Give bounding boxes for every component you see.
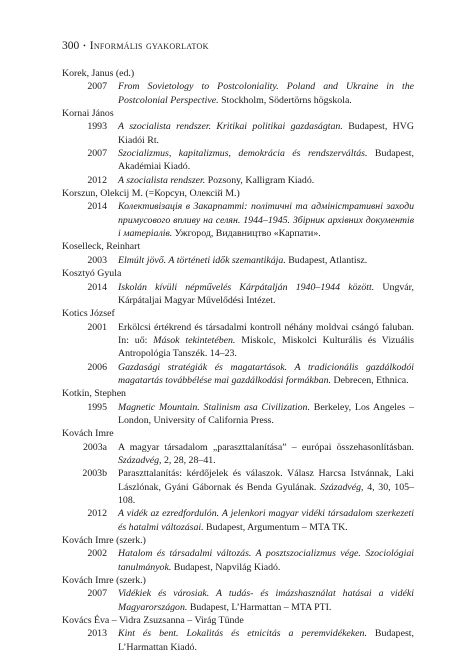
work-citation [118,200,414,240]
citation-title-text: Elmúlt jövő. A történeti idők szemantikája. [118,254,286,266]
bibliography-entry [62,307,414,387]
work-year: 2012 [87,508,107,520]
citation-text: Ужгород, Видавництво «Карпати». [172,228,321,240]
work-item [62,80,414,107]
work-item [62,401,414,428]
entry-author: Kosztyó Gyula [62,268,122,280]
work-year: 2003 [87,254,107,266]
citation-text: Budapest, HVG Kiadói Rt. [118,121,414,146]
citation-text: Budapest, Napvilág Kiadó. [171,561,281,573]
bibliography-entry [62,107,414,187]
bibliography-entry [62,387,414,427]
entry-author: Kornai János [62,108,114,120]
citation-text: Budapest, Akadémiai Kiadó. [118,148,414,173]
work-year: 2012 [87,174,107,186]
work-item [62,174,414,187]
work-citation [118,174,414,187]
work-year: 2003a [82,441,107,453]
citation-text: A magyar társadalom „paraszttalanítása” – európai összehasonlításban. [118,441,414,453]
citation-text: Budapest, L’Harmattan – MTA PTI. [187,601,332,613]
work-year: 2013 [87,628,107,640]
entry-author: Korek, Janus (ed.) [62,68,135,79]
citation-text: Budapest, Atlantisz. [285,254,368,266]
citation-title-text: Mások tekintetében. [153,334,236,346]
citation-text: Pozsony, Kalligram Kiadó. [205,174,315,186]
work-year: 2014 [87,281,107,293]
bibliography-entry [62,240,414,267]
bibliography-entry [62,614,414,654]
work-citation [118,321,414,361]
work-item [62,147,414,174]
work-item [62,547,414,574]
citation-title-text: Hatalom és társadalmi változás. A posztszocializmus vége. Szociológiai tanulmányok. [118,548,414,573]
work-citation [118,401,414,428]
work-citation [118,281,414,308]
citation-title-text: Magnetic Mountain. Stalinism asa Civilization. [118,401,310,413]
work-year: 2006 [87,361,107,373]
entry-author: Kotkin, Stephen [62,388,126,400]
citation-title-text: Iskolán kívüli népművelés Kárpátalján 1940–1944 között. [118,281,375,293]
entry-author: Korszun, Olekcij M. (=Корсун, Олексій М.) [62,188,240,200]
work-item [62,627,414,654]
entry-author: Kovács Éva – Vidra Zsuzsanna – Virág Tünde [62,615,244,627]
citation-title-text: Колективізація в Закарпатті: політичні та адміністративні заходи примусового впливу на селян. 1944–1945. Збірник архівних документів і матеріалів. [118,201,414,240]
work-item [62,587,414,614]
entry-author: Kotics József [62,308,115,320]
work-year: 2002 [87,548,107,560]
citation-text: Budapest, Argumentum – MTA TK. [203,521,348,533]
citation-text: 4, 30, 105–108. [118,481,414,506]
bibliography-entry [62,574,414,614]
citation-title-text: Vidékiek és városiak. A tudás- és imázshasználat hatásai a vidéki Magyarországon. [118,588,414,613]
work-year: 2003b [82,468,107,480]
work-citation [118,547,414,574]
work-year: 1995 [87,401,107,413]
citation-text: Budapest, L’Harmattan Kiadó. [118,628,414,653]
citation-text: Ungvár, Kárpátaljai Magyar Művelődési Intézet. [118,281,414,306]
work-year: 2014 [87,201,107,213]
entry-author: Koselleck, Reinhart [62,241,141,253]
citation-title-text: Szocializmus, kapitalizmus, demokrácia és rendszerváltás. [118,148,368,160]
work-citation [118,80,414,107]
work-item [62,281,414,308]
entry-author: Kovách Imre (szerk.) [62,535,146,547]
work-item [62,467,414,507]
running-header [62,40,209,52]
bibliography-entry [62,534,414,574]
citation-title-text: Gazdasági stratégiák és magatartások. A tradicionális gazdálkodói magatartás továbbélése mai gazdálkodási formákban. [118,361,414,386]
work-item [62,321,414,361]
separator-bullet: • [83,41,86,50]
work-citation [118,587,414,614]
work-citation [118,254,414,267]
entry-author: Kovách Imre [62,428,114,440]
work-citation [118,467,414,507]
citation-title-text: A szocialista rendszer. Kritikai politikai gazdaságtan. [118,121,343,133]
citation-text: 2, 28, 28–41. [161,454,216,466]
bibliography-list [62,67,414,654]
citation-text: Erkölcsi értékrend és társadalmi kontroll néhány moldvai csángó faluban. In: uő: [118,321,414,346]
running-title: Informális gyakorlatok [89,40,209,52]
citation-title-text: From Sovietology to Postcoloniality. Poland and Ukraine in the Postcolonial Perspective. [118,81,414,106]
work-citation [118,361,414,388]
entry-author: Kovách Imre (szerk.) [62,575,146,587]
work-year: 2007 [87,148,107,160]
work-item [62,200,414,240]
citation-text: Miskolc, Miskolci Kulturális és Vizuális Antropológia Tanszék. 14–23. [118,334,415,360]
bibliography-entry [62,187,414,240]
work-citation [118,441,414,468]
bibliography-entry [62,267,414,307]
citation-text: Stockholm, Södertörns högskola. [218,94,352,106]
work-year: 1993 [87,121,107,133]
work-item [62,441,414,468]
citation-title-text: A vidék az ezredfordulón. A jelenkori magyar vidéki társadalom szerkezeti és hatalmi változásai. [118,508,414,533]
work-citation [118,120,414,147]
citation-text: Debrecen, Ethnica. [331,374,409,386]
citation-title-text: A szocialista rendszer. [118,174,206,186]
bibliography-entry [62,67,414,107]
work-item [62,507,414,534]
work-year: 2007 [87,588,107,600]
work-year: 2007 [87,81,107,93]
work-citation [118,507,414,534]
work-citation [118,147,414,174]
work-citation [118,627,414,654]
work-item [62,361,414,388]
citation-title-text: Századvég, [320,481,364,493]
citation-title-text: Századvég, [118,454,162,466]
citation-title-text: Kint és bent. Lokalitás és etnicitás a peremvidékeken. [118,628,367,640]
page-number: 300 [62,40,80,52]
work-item [62,120,414,147]
citation-text: Berkeley, Los Angeles – London, University of California Press. [118,401,414,426]
bibliography-entry [62,427,414,534]
citation-text: Paraszttalanítás: kérdőjelek és válaszok. Válasz Harcsa Istvánnak, Laki Lászlónak, Gyáni Gábornak és Benda Gyulának. [118,468,414,493]
work-item [62,254,414,267]
work-year: 2001 [87,321,107,333]
